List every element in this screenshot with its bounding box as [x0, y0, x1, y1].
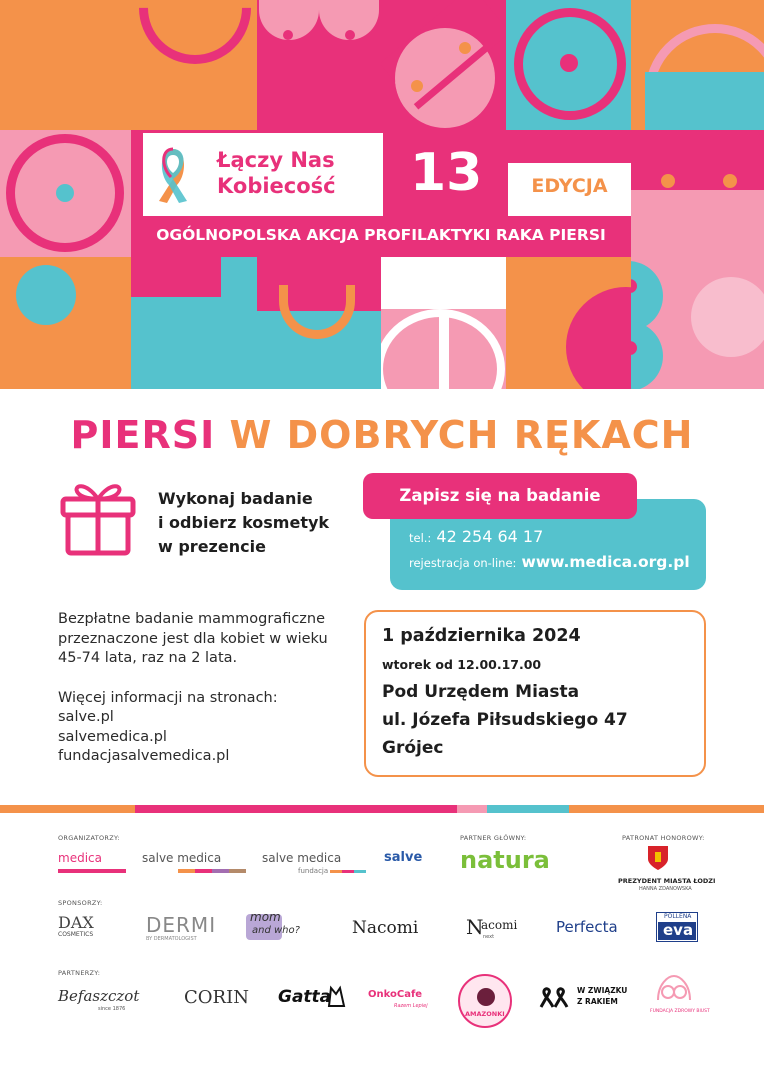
phone-number[interactable]: 42 254 64 17: [436, 527, 544, 546]
phone-prefix: tel.:: [409, 531, 432, 545]
logo-befaszczot-sub: since 1876: [98, 1006, 126, 1012]
info-link-3[interactable]: fundacjasalvemedica.pl: [58, 748, 230, 764]
info-link-2[interactable]: salvemedica.pl: [58, 728, 167, 745]
headline: [0, 413, 764, 457]
coat-of-arms-icon: [647, 845, 669, 871]
gift-line2: i odbierz kosmetyk: [158, 513, 330, 532]
online-line: [409, 552, 690, 571]
event-street: ul. Józefa Piłsudskiego 47: [382, 710, 628, 730]
logo-pollena: POLLENA: [664, 913, 692, 920]
info-line2: przeznaczone jest dla kobiet w wieku: [58, 630, 328, 647]
logo-natura: natura: [460, 846, 550, 874]
headline-part1: PIERSI: [70, 413, 216, 457]
campaign-subtitle: OGÓLNOPOLSKA AKCJA PROFILAKTYKI RAKA PIERSI: [156, 226, 606, 244]
info-more-label: Więcej informacji na stronach:: [58, 689, 278, 706]
partners-label: PARTNERZY:: [58, 969, 101, 977]
banner-tile: [0, 0, 131, 130]
awareness-ribbons-icon: [537, 985, 571, 1009]
logo-salve-medica-fundacja: salve medica: [262, 851, 342, 865]
logo-dax: DAX: [58, 913, 94, 932]
logo-fundacja-zdrowy-biust: FUNDACJA ZDROWY BIUST: [650, 1009, 710, 1014]
info-text: [58, 610, 328, 767]
banner-tile: [0, 130, 131, 257]
cat-icon: [326, 984, 348, 1008]
banner-tile: [0, 257, 131, 389]
event-box: [364, 610, 706, 777]
patron-line2: HANNA ZDANOWSKA: [639, 886, 692, 892]
banner-tile: [506, 0, 631, 130]
gift-icon: [58, 477, 138, 557]
edition-number: 13: [410, 143, 483, 203]
logo-salve-medica: salve medica: [142, 851, 222, 865]
phone-line: [409, 527, 543, 546]
organizers-label: ORGANIZATORZY:: [58, 834, 120, 842]
banner-tile: [131, 257, 257, 389]
event-city: Grójec: [382, 738, 444, 758]
info-line1: Bezpłatne badanie mammograficzne: [58, 611, 326, 627]
event-date: 1 października 2024: [382, 626, 581, 646]
logo-fundacja-sub: fundacja: [298, 867, 329, 875]
banner-tile: [506, 257, 631, 389]
event-time: wtorek od 12.00.17.00: [382, 657, 542, 672]
main-partner-label: PARTNER GŁÓWNY:: [460, 834, 527, 842]
banner-tile: [257, 257, 381, 389]
banner-tile: [631, 257, 764, 389]
logo-mom: mom: [250, 910, 281, 924]
logo-eva: eva: [663, 921, 694, 939]
logo-zwiazek-line1: W ZWIĄZKU: [577, 986, 628, 995]
fundacja-logo-icon: [652, 970, 696, 1006]
ribbon-icon: [151, 145, 195, 205]
logo-nacomi: Nacomi: [352, 918, 419, 938]
edition-card: [508, 163, 631, 216]
logo-onkocafe: OnkoCafe: [368, 989, 423, 1000]
logo-gatta: Gatta: [278, 987, 332, 1007]
info-link-1[interactable]: salve.pl: [58, 709, 114, 725]
logo-amazonki: AMAZONKI: [465, 1010, 505, 1018]
gift-line1: Wykonaj badanie: [158, 489, 313, 508]
logo-dermi: DERMI: [146, 913, 217, 937]
register-button[interactable]: Zapisz się na badanie: [363, 473, 637, 519]
sponsors-label: SPONSORZY:: [58, 899, 103, 907]
amazonki-badge: [458, 974, 512, 1028]
logo-perfecta: Perfecta: [556, 918, 618, 936]
website-link[interactable]: www.medica.org.pl: [521, 553, 690, 571]
banner-tile: [381, 0, 506, 130]
gift-text: [158, 487, 329, 559]
gift-line3: w prezencie: [158, 537, 266, 556]
logo-befaszczot: Befaszczot: [58, 987, 140, 1005]
logo-dermi-sub: BY DERMATOLOGIST: [146, 936, 197, 942]
banner-tile: [381, 257, 506, 389]
logo-salve: salve: [384, 850, 423, 865]
banner-tile: [631, 130, 764, 257]
banner-tile: [257, 0, 381, 130]
headline-part2: W DOBRYCH RĘKACH: [229, 413, 694, 457]
logo-nacomi-next-sub: next: [483, 934, 495, 940]
event-place: Pod Urzędem Miasta: [382, 682, 580, 702]
banner-tile: [631, 0, 764, 130]
logo-nacomi-next-initial: N: [466, 915, 484, 939]
edition-label: EDYCJA: [531, 175, 608, 197]
patronage-label: PATRONAT HONOROWY:: [622, 834, 705, 842]
logo-onkocafe-sub: Razem Lepiej: [394, 1003, 428, 1009]
logo-who: and who?: [252, 925, 300, 936]
logo-zwiazek-line2: Z RAKIEM: [577, 997, 618, 1006]
campaign-name-line1: Łączy Nas: [217, 148, 335, 172]
info-line3: 45-74 lata, raz na 2 lata.: [58, 650, 238, 666]
banner-tile: [131, 0, 257, 130]
logo-corin: CORIN: [184, 987, 249, 1008]
logo-dax-sub: COSMETICS: [58, 931, 94, 938]
campaign-name-line2: Kobiecość: [217, 174, 336, 198]
logo-medica: medica: [58, 851, 102, 865]
online-prefix: rejestracja on-line:: [409, 556, 517, 570]
campaign-logo-card: [143, 133, 383, 216]
logo-nacomi-next: acomi: [481, 918, 518, 932]
patron-line1: PREZYDENT MIASTA ŁODZI: [618, 877, 716, 885]
